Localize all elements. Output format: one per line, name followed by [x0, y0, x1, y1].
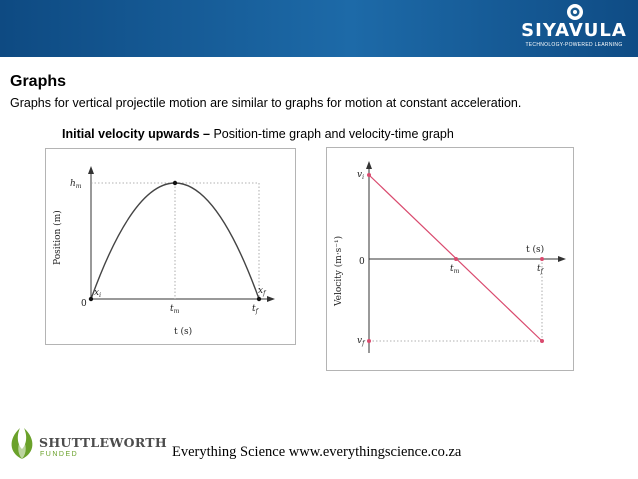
siyavula-logo-icon: [566, 3, 584, 21]
vi-label: $v_i$: [357, 170, 365, 181]
vf-label: $v_f$: [357, 336, 365, 347]
vf-point-axis: [367, 339, 371, 343]
velocity-graph-canvas: [327, 148, 573, 370]
start-point: [89, 297, 93, 301]
header-banner: [0, 0, 638, 57]
slide-subtitle: Graphs for vertical projectile motion are similar to graphs for motion at constant acceleration.: [10, 96, 522, 110]
velocity-zero-label: 0: [359, 257, 365, 267]
position-x-axis-label: t (s): [174, 327, 193, 337]
velocity-time-graph: [326, 147, 574, 371]
tf-label: $t_f$: [252, 304, 258, 315]
velocity-x-arrow-icon: [558, 256, 566, 262]
position-x-arrow-icon: [267, 296, 275, 302]
velocity-tf-label: $t_f$: [537, 264, 543, 275]
velocity-tm-label: $t_m$: [450, 264, 460, 275]
peak-point: [173, 181, 177, 185]
brand-name: SIYAVULA: [521, 20, 627, 41]
slide-title: Graphs: [10, 73, 67, 90]
sponsor-name: SHUTTLEWORTH: [39, 435, 168, 450]
siyavula-brand[interactable]: [518, 2, 630, 54]
tm-label: $t_m$: [170, 304, 180, 315]
vi-point: [367, 173, 371, 177]
velocity-y-arrow-icon: [366, 161, 372, 169]
xf-label: $x_f$: [258, 286, 266, 297]
figure-caption: [62, 127, 454, 142]
position-y-arrow-icon: [88, 166, 94, 174]
velocity-y-axis-label: Velocity (m·s⁻¹): [334, 235, 344, 306]
tf-point: [540, 257, 544, 261]
position-graph-canvas: [46, 149, 295, 344]
position-y-axis-label: Position (m): [53, 210, 63, 265]
caption-bold: Initial velocity upwards –: [62, 127, 210, 141]
hm-label: $h_m$: [70, 179, 82, 190]
position-time-graph: [45, 148, 296, 345]
caption-rest: Position-time graph and velocity-time graph: [209, 127, 454, 141]
vf-point: [540, 339, 544, 343]
brand-tagline: TECHNOLOGY-POWERED LEARNING: [525, 42, 623, 48]
xi-label: $x_i$: [94, 288, 101, 299]
sponsor-funded: FUNDED: [40, 451, 79, 458]
footer-website[interactable]: Everything Science www.everythingscience.co.za: [172, 444, 462, 460]
end-point: [257, 297, 261, 301]
tm-point: [454, 257, 458, 261]
origin-label: 0: [81, 299, 87, 309]
shuttleworth-leaf-icon: [6, 425, 38, 461]
velocity-x-axis-label: t (s): [526, 245, 545, 255]
